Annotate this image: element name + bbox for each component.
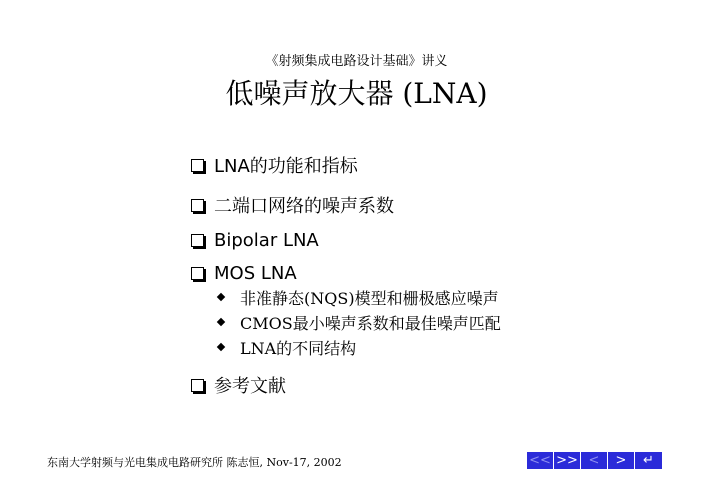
outline-item (191, 227, 319, 253)
outline-subitem-label: CMOS最小噪声系数和最佳噪声匹配 (240, 313, 501, 333)
outline-subitem-label: LNA的不同结构 (240, 338, 357, 358)
first-slide-button[interactable]: << (527, 452, 553, 469)
slide-title: 低噪声放大器 (LNA) (225, 77, 488, 110)
outline-item (191, 372, 286, 398)
outline-subitem-label: 非准静态(NQS)模型和栅极感应噪声 (240, 288, 499, 308)
checkbox-icon (191, 379, 204, 392)
diamond-bullet-icon (217, 343, 225, 351)
outline-subitem (218, 286, 499, 308)
outline-subitem (218, 311, 501, 333)
last-slide-button[interactable]: >> (554, 452, 580, 469)
outline-item-label: 二端口网络的噪声系数 (214, 196, 394, 217)
diamond-bullet-icon (217, 293, 225, 301)
checkbox-icon (191, 159, 204, 172)
checkbox-icon (191, 234, 204, 247)
slide-navigation (527, 452, 662, 469)
checkbox-icon (191, 199, 204, 212)
outline-item-label: 参考文献 (214, 376, 286, 397)
outline-item-label: Bipolar LNA (214, 229, 319, 251)
outline-item (191, 260, 297, 286)
outline-item (191, 192, 394, 218)
previous-slide-button[interactable]: < (581, 452, 607, 469)
checkbox-icon (191, 267, 204, 280)
course-title: 《射频集成电路设计基础》讲义 (265, 54, 448, 69)
footer-credit: 东南大学射频与光电集成电路研究所 陈志恒, Nov-17, 2002 (47, 456, 342, 469)
next-slide-button[interactable]: > (608, 452, 634, 469)
outline-subitem (218, 336, 356, 358)
return-button[interactable]: ↵ (635, 452, 662, 469)
outline-item (191, 152, 358, 178)
outline-item-label: MOS LNA (214, 262, 297, 284)
diamond-bullet-icon (217, 318, 225, 326)
outline-item-label: LNA的功能和指标 (214, 156, 358, 177)
